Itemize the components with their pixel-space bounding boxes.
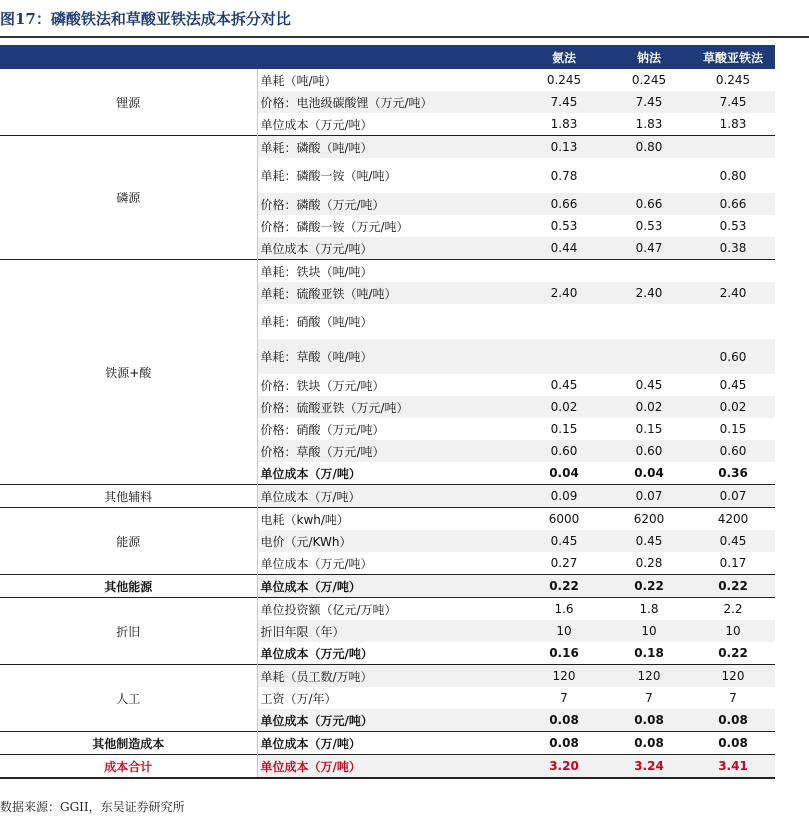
cell-value: 0.15 bbox=[550, 422, 578, 436]
row-item: 单耗：磷酸（吨/吨） bbox=[257, 136, 521, 159]
cell-value: 1.83 bbox=[635, 117, 663, 131]
cell-value: 0.60 bbox=[521, 440, 607, 462]
cell-value: 0.16 bbox=[549, 646, 579, 660]
table-row bbox=[0, 575, 775, 598]
table-row bbox=[0, 485, 775, 508]
cell-value: 0.22 bbox=[691, 575, 775, 598]
category-labor: 人工 bbox=[0, 665, 257, 732]
cell-value: 0.45 bbox=[550, 378, 578, 392]
row-item: 单位成本（万/吨） bbox=[257, 755, 521, 779]
row-item: 价格：磷酸一铵（万元/吨） bbox=[260, 219, 409, 234]
cell-value: 10 bbox=[607, 620, 691, 642]
category-energy: 能源 bbox=[0, 508, 257, 575]
row-item: 单耗：铁块（吨/吨） bbox=[257, 260, 521, 283]
cell-value: 0.45 bbox=[607, 530, 691, 552]
cell-value: 0.22 bbox=[607, 575, 691, 598]
cell-value: 1.6 bbox=[521, 598, 607, 621]
cell-value: 0.07 bbox=[607, 485, 691, 508]
row-item: 价格：硝酸（万元/吨） bbox=[260, 422, 385, 437]
table-row bbox=[0, 69, 775, 91]
row-item: 单耗（员工数/万吨） bbox=[257, 665, 521, 688]
cell-value: 0.07 bbox=[691, 485, 775, 508]
category-other-manufacturing: 其他制造成本 bbox=[0, 732, 257, 755]
cell-value: 0.08 bbox=[607, 709, 691, 732]
cell-value: 0.80 bbox=[607, 136, 691, 159]
cell-value: 2.40 bbox=[607, 282, 691, 304]
cell-value: 3.24 bbox=[607, 755, 691, 779]
cell-value: 0.04 bbox=[549, 466, 579, 480]
row-item: 电价（元/KWh） bbox=[257, 530, 521, 552]
cell-value: 120 bbox=[691, 665, 775, 688]
cell-value: 0.60 bbox=[691, 339, 775, 374]
cell-value bbox=[607, 158, 691, 193]
cell-value: 1.83 bbox=[550, 117, 578, 131]
source-note: 数据来源：GGII，东吴证券研究所 bbox=[0, 800, 185, 814]
header-col-ammonia: 氨法 bbox=[521, 45, 607, 69]
cell-value: 7.45 bbox=[521, 91, 607, 113]
cell-value: 0.15 bbox=[719, 422, 747, 436]
cell-value: 0.04 bbox=[634, 466, 664, 480]
row-item: 价格：铁块（万元/吨） bbox=[260, 378, 385, 393]
category-total-cost: 成本合计 bbox=[0, 755, 257, 779]
cell-value: 0.18 bbox=[634, 646, 664, 660]
cell-value: 0.15 bbox=[635, 422, 663, 436]
row-item: 单耗：硝酸（吨/吨） bbox=[260, 315, 373, 329]
row-item: 单位成本（万元/吨） bbox=[260, 646, 373, 661]
cell-value: 0.08 bbox=[521, 709, 607, 732]
cell-value: 0.45 bbox=[635, 378, 663, 392]
row-item: 单位成本（万元/吨） bbox=[257, 237, 521, 260]
cell-value: 0.28 bbox=[635, 556, 663, 570]
cell-value: 7.45 bbox=[607, 91, 691, 113]
cell-value bbox=[607, 304, 691, 339]
cell-value: 0.66 bbox=[691, 193, 775, 215]
cell-value bbox=[607, 260, 691, 283]
cell-value: 0.02 bbox=[521, 396, 607, 418]
row-item: 工资（万/年） bbox=[260, 691, 337, 706]
cell-value: 0.53 bbox=[719, 219, 747, 233]
cell-value: 10 bbox=[691, 620, 775, 642]
row-item: 价格：磷酸（万元/吨） bbox=[257, 193, 521, 215]
cell-value: 6000 bbox=[521, 508, 607, 531]
cell-value: 0.53 bbox=[550, 219, 578, 233]
title-divider bbox=[0, 36, 809, 38]
cell-value: 0.13 bbox=[521, 136, 607, 159]
cell-value: 0.53 bbox=[635, 219, 663, 233]
table-row bbox=[0, 260, 775, 283]
row-item: 单位投资额（亿元/万吨） bbox=[257, 598, 521, 621]
cell-value bbox=[691, 136, 775, 159]
cell-value: 0.60 bbox=[691, 440, 775, 462]
cell-value: 0.45 bbox=[521, 530, 607, 552]
cell-value: 2.2 bbox=[691, 598, 775, 621]
cell-value: 0.78 bbox=[550, 168, 578, 183]
category-iron-acid-source: 铁源+酸 bbox=[0, 260, 257, 485]
header-category bbox=[0, 45, 257, 69]
cell-value: 0.08 bbox=[607, 732, 691, 755]
cell-value: 0.47 bbox=[607, 237, 691, 260]
cell-value: 120 bbox=[521, 665, 607, 688]
cell-value: 3.41 bbox=[691, 755, 775, 779]
row-item: 价格：草酸（万元/吨） bbox=[257, 440, 521, 462]
cell-value: 0.02 bbox=[691, 396, 775, 418]
cell-value: 4200 bbox=[691, 508, 775, 531]
figure-title: 图17：磷酸铁法和草酸亚铁法成本拆分对比 bbox=[0, 10, 291, 28]
table-row bbox=[0, 598, 775, 621]
cell-value: 120 bbox=[607, 665, 691, 688]
cell-value bbox=[691, 260, 775, 283]
category-depreciation: 折旧 bbox=[0, 598, 257, 665]
cell-value: 1.8 bbox=[607, 598, 691, 621]
cell-value: 1.83 bbox=[719, 117, 747, 131]
header-item bbox=[257, 45, 521, 69]
table-row bbox=[0, 732, 775, 755]
table-row bbox=[0, 136, 775, 159]
cell-value: 0.36 bbox=[718, 466, 748, 480]
cell-value: 0.80 bbox=[719, 168, 747, 183]
cell-value: 0.245 bbox=[715, 73, 751, 87]
cell-value: 3.20 bbox=[521, 755, 607, 779]
cell-value: 0.45 bbox=[691, 530, 775, 552]
total-row bbox=[0, 755, 775, 779]
cost-comparison-table bbox=[0, 45, 775, 779]
cell-value: 0.17 bbox=[719, 556, 747, 570]
cell-value: 7 bbox=[729, 691, 737, 705]
row-item: 价格：硫酸亚铁（万元/吨） bbox=[257, 396, 521, 418]
cell-value: 0.27 bbox=[550, 556, 578, 570]
row-item: 单位成本（万/吨） bbox=[257, 575, 521, 598]
cell-value: 0.38 bbox=[691, 237, 775, 260]
cell-value bbox=[607, 339, 691, 374]
cell-value: 0.08 bbox=[691, 732, 775, 755]
cell-value: 0.245 bbox=[546, 73, 582, 87]
cell-value bbox=[521, 339, 607, 374]
row-item: 单耗：硫酸亚铁（吨/吨） bbox=[257, 282, 521, 304]
cell-value: 0.66 bbox=[521, 193, 607, 215]
cell-value: 0.60 bbox=[607, 440, 691, 462]
cell-value: 0.45 bbox=[719, 378, 747, 392]
category-other-energy: 其他能源 bbox=[0, 575, 257, 598]
cell-value bbox=[691, 304, 775, 339]
cell-value bbox=[521, 304, 607, 339]
table-header-row bbox=[0, 45, 775, 69]
cell-value: 6200 bbox=[607, 508, 691, 531]
row-item: 单耗：磷酸一铵（吨/吨） bbox=[260, 169, 397, 183]
category-phosphorus-source: 磷源 bbox=[0, 136, 257, 260]
cell-value: 7 bbox=[560, 691, 568, 705]
cell-value: 0.44 bbox=[521, 237, 607, 260]
category-other-auxiliary: 其他辅料 bbox=[0, 485, 257, 508]
row-item: 单位成本（万/吨） bbox=[260, 466, 361, 481]
row-item: 单耗：草酸（吨/吨） bbox=[257, 339, 521, 374]
row-item: 单位成本（万元/吨） bbox=[260, 556, 373, 571]
row-item: 折旧年限（年） bbox=[257, 620, 521, 642]
cell-value: 0.22 bbox=[521, 575, 607, 598]
cell-value: 2.40 bbox=[521, 282, 607, 304]
row-item: 单耗（吨/吨） bbox=[260, 73, 337, 88]
cell-value: 10 bbox=[521, 620, 607, 642]
category-lithium-source: 锂源 bbox=[0, 69, 257, 136]
table-row bbox=[0, 508, 775, 531]
row-item: 单位成本（万元/吨） bbox=[260, 117, 373, 132]
header-col-sodium: 钠法 bbox=[607, 45, 691, 69]
table-row bbox=[0, 665, 775, 688]
cell-value: 0.02 bbox=[607, 396, 691, 418]
row-item: 单位成本（万元/吨） bbox=[257, 709, 521, 732]
cell-value: 2.40 bbox=[691, 282, 775, 304]
cell-value: 0.66 bbox=[607, 193, 691, 215]
cell-value: 0.09 bbox=[521, 485, 607, 508]
cell-value: 0.08 bbox=[691, 709, 775, 732]
row-item: 电耗（kwh/吨） bbox=[257, 508, 521, 531]
cell-value: 7 bbox=[645, 691, 653, 705]
row-item: 价格：电池级碳酸锂（万元/吨） bbox=[257, 91, 521, 113]
row-item: 单位成本（万/吨） bbox=[257, 485, 521, 508]
header-col-ferrous-oxalate: 草酸亚铁法 bbox=[691, 45, 775, 69]
cell-value bbox=[521, 260, 607, 283]
cell-value: 0.08 bbox=[521, 732, 607, 755]
cell-value: 7.45 bbox=[691, 91, 775, 113]
cell-value: 0.245 bbox=[631, 73, 667, 87]
row-item: 单位成本（万/吨） bbox=[257, 732, 521, 755]
cell-value: 0.22 bbox=[718, 646, 748, 660]
